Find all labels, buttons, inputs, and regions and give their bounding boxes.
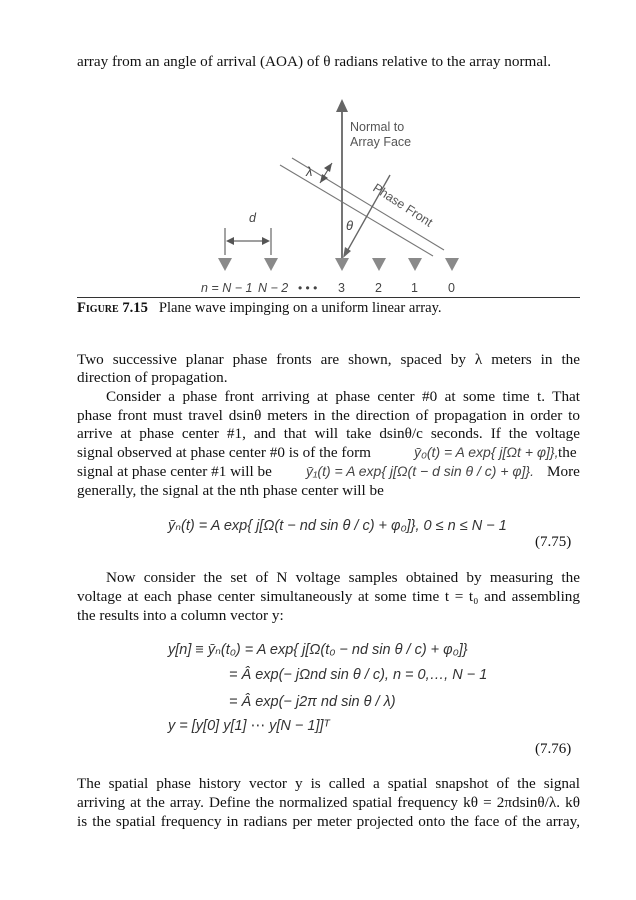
element-label-n-minus-1: n = N − 1 bbox=[201, 281, 253, 295]
equation-7-75-number: (7.75) bbox=[535, 534, 572, 550]
plane-wave-diagram bbox=[0, 0, 636, 300]
para1-line2: direction of propagation. bbox=[77, 369, 228, 386]
array-element-n-minus-1 bbox=[218, 258, 232, 271]
para2-line3: arrive at phase center #1, and that will take dsinθ/c seconds. If the voltage bbox=[77, 425, 580, 442]
propagation-arrowhead bbox=[343, 247, 351, 258]
element-label-0: 0 bbox=[448, 281, 455, 295]
para2-line4-end: the bbox=[558, 444, 577, 461]
para2-line5-equation: ȳ₁(t) = A exp{ j[Ω(t − d sin θ / c) + φ]}. bbox=[306, 463, 534, 479]
lambda-arrowhead-top bbox=[324, 163, 332, 172]
para2-line5-end: More bbox=[547, 463, 580, 480]
para2-line1: Consider a phase front arriving at phase center #0 at some time t. That bbox=[106, 388, 580, 405]
para1-line1: Two successive planar phase fronts are shown, spaced by λ meters in the bbox=[77, 351, 580, 368]
element-label-2: 2 bbox=[375, 281, 382, 295]
para3-line1: Now consider the set of N voltage samples obtained by measuring the bbox=[106, 569, 580, 586]
equation-7-76-line4: y = [y[0] y[1] ⋯ y[N − 1]]ᵀ bbox=[168, 718, 330, 734]
array-element-1 bbox=[408, 258, 422, 271]
element-label-1: 1 bbox=[411, 281, 418, 295]
d-arrowhead-left bbox=[226, 237, 234, 245]
array-element-0 bbox=[445, 258, 459, 271]
phase-front-label: Phase Front bbox=[370, 180, 436, 230]
text-line-top: array from an angle of arrival (AOA) of θ radians relative to the array normal. bbox=[77, 53, 552, 70]
array-element-2 bbox=[372, 258, 386, 271]
para2-line6: generally, the signal at the nth phase center will be bbox=[77, 482, 384, 499]
para2-line4-equation: ȳ₀(t) = A exp{ j[Ωt + φ]}, bbox=[414, 444, 559, 460]
figure-rule bbox=[77, 297, 580, 298]
element-label-n-minus-2: N − 2 bbox=[258, 281, 289, 295]
equation-7-76-number: (7.76) bbox=[535, 741, 572, 757]
para4-line2: arriving at the array. Define the normalized spatial frequency kθ = 2πdsinθ/λ. kθ bbox=[77, 794, 580, 811]
d-arrowhead-right bbox=[262, 237, 270, 245]
array-element-n-minus-2 bbox=[264, 258, 278, 271]
equation-7-76-line3: = Â exp(− j2π nd sin θ / λ) bbox=[229, 694, 396, 710]
figure-caption bbox=[77, 300, 442, 317]
normal-axis-arrowhead bbox=[336, 99, 348, 112]
phase-front-line-1 bbox=[292, 158, 444, 250]
equation-7-76-line2: = Â exp(− jΩnd sin θ / c), n = 0,…, N − 1 bbox=[229, 667, 488, 683]
para4-line1: The spatial phase history vector y is called a spatial snapshot of the signal bbox=[77, 775, 580, 792]
figure-caption-prefix: Figure 7.15 bbox=[77, 300, 148, 316]
d-label: d bbox=[249, 211, 256, 225]
equation-7-75: ȳₙ(t) = A exp{ j[Ω(t − nd sin θ / c) + φ₀]}, 0 ≤ n ≤ N − 1 bbox=[168, 518, 507, 534]
para2-line4-text: signal observed at phase center #0 is of the form bbox=[77, 444, 371, 461]
theta-label: θ bbox=[346, 218, 354, 233]
normal-label-line1: Normal to bbox=[350, 120, 405, 134]
para2-line5-text: signal at phase center #1 will be bbox=[77, 463, 272, 480]
equation-7-76-line1: y[n] ≡ ȳₙ(t₀) = A exp{ j[Ω(t₀ − nd sin θ / c) + φ₀]} bbox=[168, 642, 468, 658]
para3-line3: the results into a column vector y: bbox=[77, 607, 284, 624]
element-label-ellipsis: • • • bbox=[298, 281, 318, 295]
para3-line2: voltage at each phase center simultaneously at some time t = t₀ and assembling bbox=[77, 588, 580, 605]
lambda-label: λ bbox=[306, 164, 313, 179]
para4-line3: is the spatial frequency in radians per meter projected onto the face of the array, bbox=[77, 813, 580, 830]
normal-label-line2: Array Face bbox=[350, 135, 412, 149]
array-element-3 bbox=[335, 258, 349, 271]
propagation-ray bbox=[345, 175, 390, 255]
figure-caption-text: Plane wave impinging on a uniform linear array. bbox=[158, 300, 442, 316]
para2-line2: phase front must travel dsinθ meters in the direction of propagation in order to bbox=[77, 407, 580, 424]
element-label-3: 3 bbox=[338, 281, 345, 295]
